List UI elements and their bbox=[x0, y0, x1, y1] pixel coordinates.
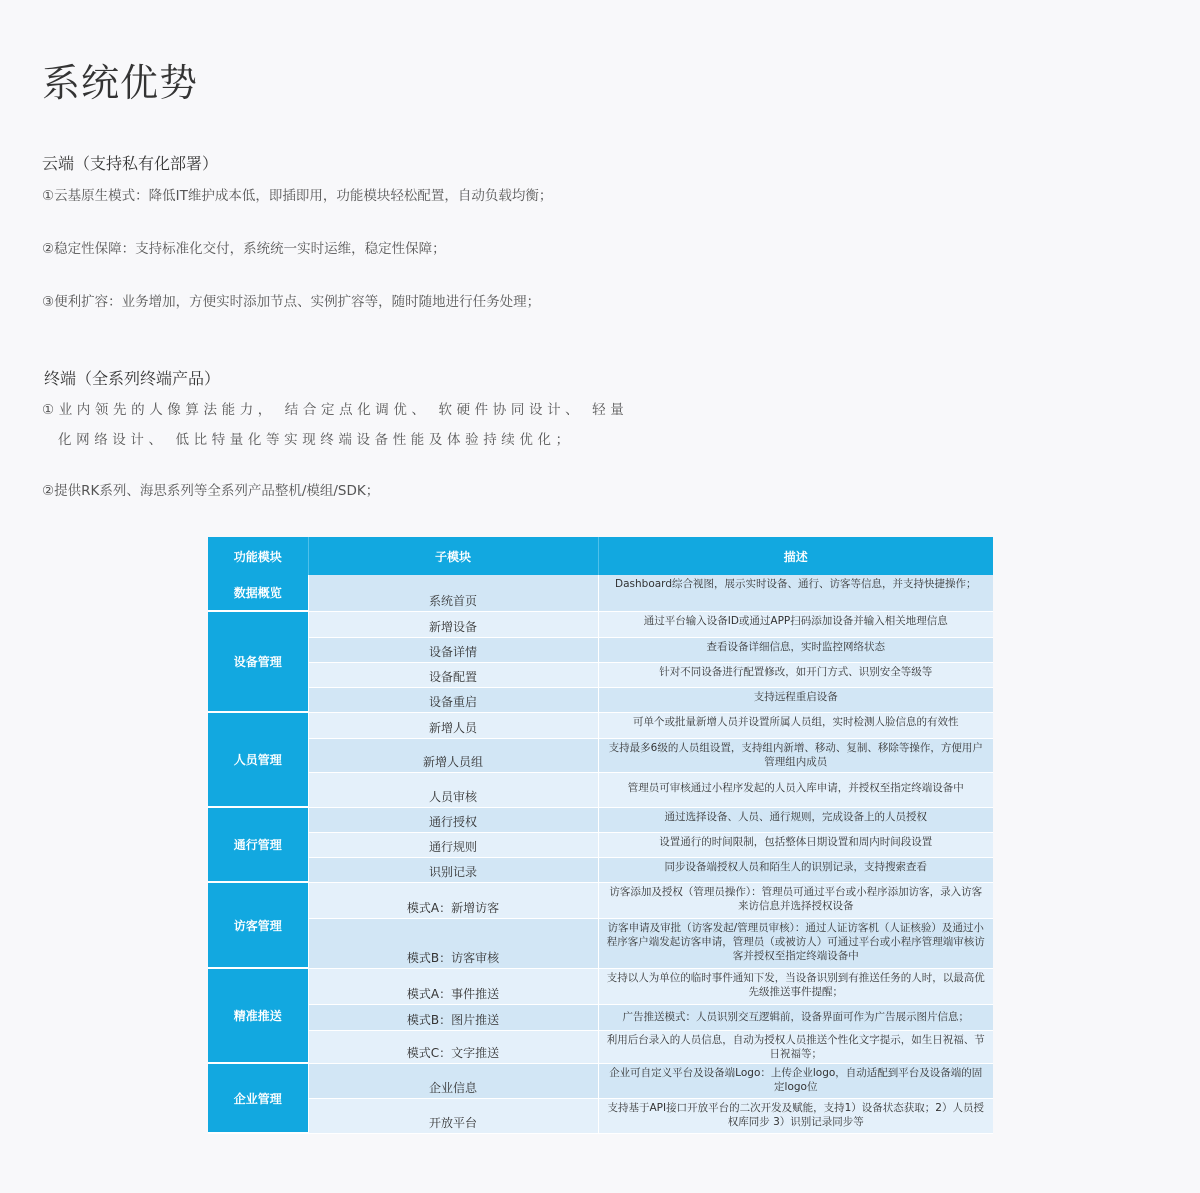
terminal-item-1 bbox=[42, 395, 652, 455]
description-cell: 同步设备端授权人员和陌生人的识别记录，支持搜索查看 bbox=[598, 857, 993, 882]
table-row bbox=[208, 687, 993, 712]
header-module: 功能模块 bbox=[208, 537, 308, 575]
description-cell: 企业可自定义平台及设备端Logo：上传企业logo，自动适配到平台及设备端的固定logo位 bbox=[598, 1063, 993, 1098]
description-cell: 查看设备详细信息，实时监控网络状态 bbox=[598, 637, 993, 662]
module-cell: 数据概览 bbox=[208, 575, 308, 611]
submodule-cell: 模式B：访客审核 bbox=[308, 918, 598, 968]
table-row bbox=[208, 712, 993, 738]
description-cell: 支持基于API接口开放平台的二次开发及赋能，支持1）设备状态获取；2）人员授权库同步 3）识别记录同步等 bbox=[598, 1098, 993, 1133]
submodule-cell: 新增人员 bbox=[308, 712, 598, 738]
table-row bbox=[208, 857, 993, 882]
header-submodule: 子模块 bbox=[308, 537, 598, 575]
module-cell: 设备管理 bbox=[208, 611, 308, 712]
table-row bbox=[208, 968, 993, 1004]
cloud-heading: 云端（支持私有化部署） bbox=[42, 154, 219, 173]
description-cell: 设置通行的时间限制，包括整体日期设置和周内时间段设置 bbox=[598, 832, 993, 857]
description-cell: 支持最多6级的人员组设置，支持组内新增、移动、复制、移除等操作，方便用户管理组内成员 bbox=[598, 738, 993, 772]
submodule-cell: 模式C：文字推送 bbox=[308, 1030, 598, 1063]
table-row bbox=[208, 772, 993, 807]
submodule-cell: 模式A：新增访客 bbox=[308, 882, 598, 918]
submodule-cell: 识别记录 bbox=[308, 857, 598, 882]
submodule-cell: 设备详情 bbox=[308, 637, 598, 662]
description-cell: Dashboard综合视图，展示实时设备、通行、访客等信息，并支持快捷操作； bbox=[598, 575, 993, 611]
table-row bbox=[208, 918, 993, 968]
submodule-cell: 设备配置 bbox=[308, 662, 598, 687]
submodule-cell: 人员审核 bbox=[308, 772, 598, 807]
table-row bbox=[208, 637, 993, 662]
description-cell: 管理员可审核通过小程序发起的人员入库申请，并授权至指定终端设备中 bbox=[598, 772, 993, 807]
module-cell: 访客管理 bbox=[208, 882, 308, 968]
table-row bbox=[208, 807, 993, 832]
cloud-item-2: ②稳定性保障：支持标准化交付，系统统一实时运维，稳定性保障； bbox=[42, 241, 446, 257]
table-row bbox=[208, 1098, 993, 1133]
terminal-item-2: ②提供RK系列、海思系列等全系列产品整机/模组/SDK； bbox=[42, 483, 380, 499]
description-cell: 可单个或批量新增人员并设置所属人员组，实时检测人脸信息的有效性 bbox=[598, 712, 993, 738]
table-row bbox=[208, 738, 993, 772]
submodule-cell: 设备重启 bbox=[308, 687, 598, 712]
module-cell: 精准推送 bbox=[208, 968, 308, 1063]
table-row bbox=[208, 575, 993, 611]
submodule-cell: 开放平台 bbox=[308, 1098, 598, 1133]
module-cell: 人员管理 bbox=[208, 712, 308, 807]
module-cell: 企业管理 bbox=[208, 1063, 308, 1133]
cloud-item-1: ①云基原生模式：降低IT维护成本低，即插即用，功能模块轻松配置，自动负载均衡； bbox=[42, 188, 553, 204]
description-cell: 访客添加及授权（管理员操作）：管理员可通过平台或小程序添加访客，录入访客来访信息并选择授权设备 bbox=[598, 882, 993, 918]
table-row bbox=[208, 1004, 993, 1030]
submodule-cell: 企业信息 bbox=[308, 1063, 598, 1098]
submodule-cell: 新增设备 bbox=[308, 611, 598, 637]
description-cell: 通过平台输入设备ID或通过APP扫码添加设备并输入相关地理信息 bbox=[598, 611, 993, 637]
submodule-cell: 系统首页 bbox=[308, 575, 598, 611]
table-row bbox=[208, 1063, 993, 1098]
page-title: 系统优势 bbox=[42, 61, 199, 105]
submodule-cell: 通行规则 bbox=[308, 832, 598, 857]
description-cell: 访客申请及审批（访客发起/管理员审核）：通过人证访客机（人证核验）及通过小程序客户端发起访客申请，管理员（或被访人）可通过平台或小程序管理端审核访客并授权至指定终端设备中 bbox=[598, 918, 993, 968]
description-cell: 针对不同设备进行配置修改，如开门方式、识别安全等级等 bbox=[598, 662, 993, 687]
table-row bbox=[208, 1030, 993, 1063]
feature-table bbox=[208, 537, 993, 1134]
table-row bbox=[208, 662, 993, 687]
header-description: 描述 bbox=[598, 537, 993, 575]
submodule-cell: 通行授权 bbox=[308, 807, 598, 832]
description-cell: 广告推送模式：人员识别交互逻辑前，设备界面可作为广告展示图片信息； bbox=[598, 1004, 993, 1030]
description-cell: 通过选择设备、人员、通行规则，完成设备上的人员授权 bbox=[598, 807, 993, 832]
terminal-heading: 终端（全系列终端产品） bbox=[44, 369, 221, 388]
table-row bbox=[208, 882, 993, 918]
submodule-cell: 模式A：事件推送 bbox=[308, 968, 598, 1004]
submodule-cell: 新增人员组 bbox=[308, 738, 598, 772]
terminal-item-1-line-1: ①业内领先的人像算法能力， 结合定点化调优、 软硬件协同设计、 轻量 bbox=[42, 402, 629, 418]
cloud-item-3: ③便利扩容：业务增加，方便实时添加节点、实例扩容等，随时随地进行任务处理； bbox=[42, 294, 541, 310]
description-cell: 利用后台录入的人员信息，自动为授权人员推送个性化文字提示，如生日祝福、节日祝福等； bbox=[598, 1030, 993, 1063]
table-row bbox=[208, 611, 993, 637]
module-cell: 通行管理 bbox=[208, 807, 308, 882]
description-cell: 支持远程重启设备 bbox=[598, 687, 993, 712]
submodule-cell: 模式B：图片推送 bbox=[308, 1004, 598, 1030]
table-header-row bbox=[208, 537, 993, 575]
terminal-item-1-line-2: 化网络设计、 低比特量化等实现终端设备性能及体验持续优化； bbox=[58, 432, 574, 448]
description-cell: 支持以人为单位的临时事件通知下发，当设备识别到有推送任务的人时，以最高优先级推送事件提醒； bbox=[598, 968, 993, 1004]
table-row bbox=[208, 832, 993, 857]
